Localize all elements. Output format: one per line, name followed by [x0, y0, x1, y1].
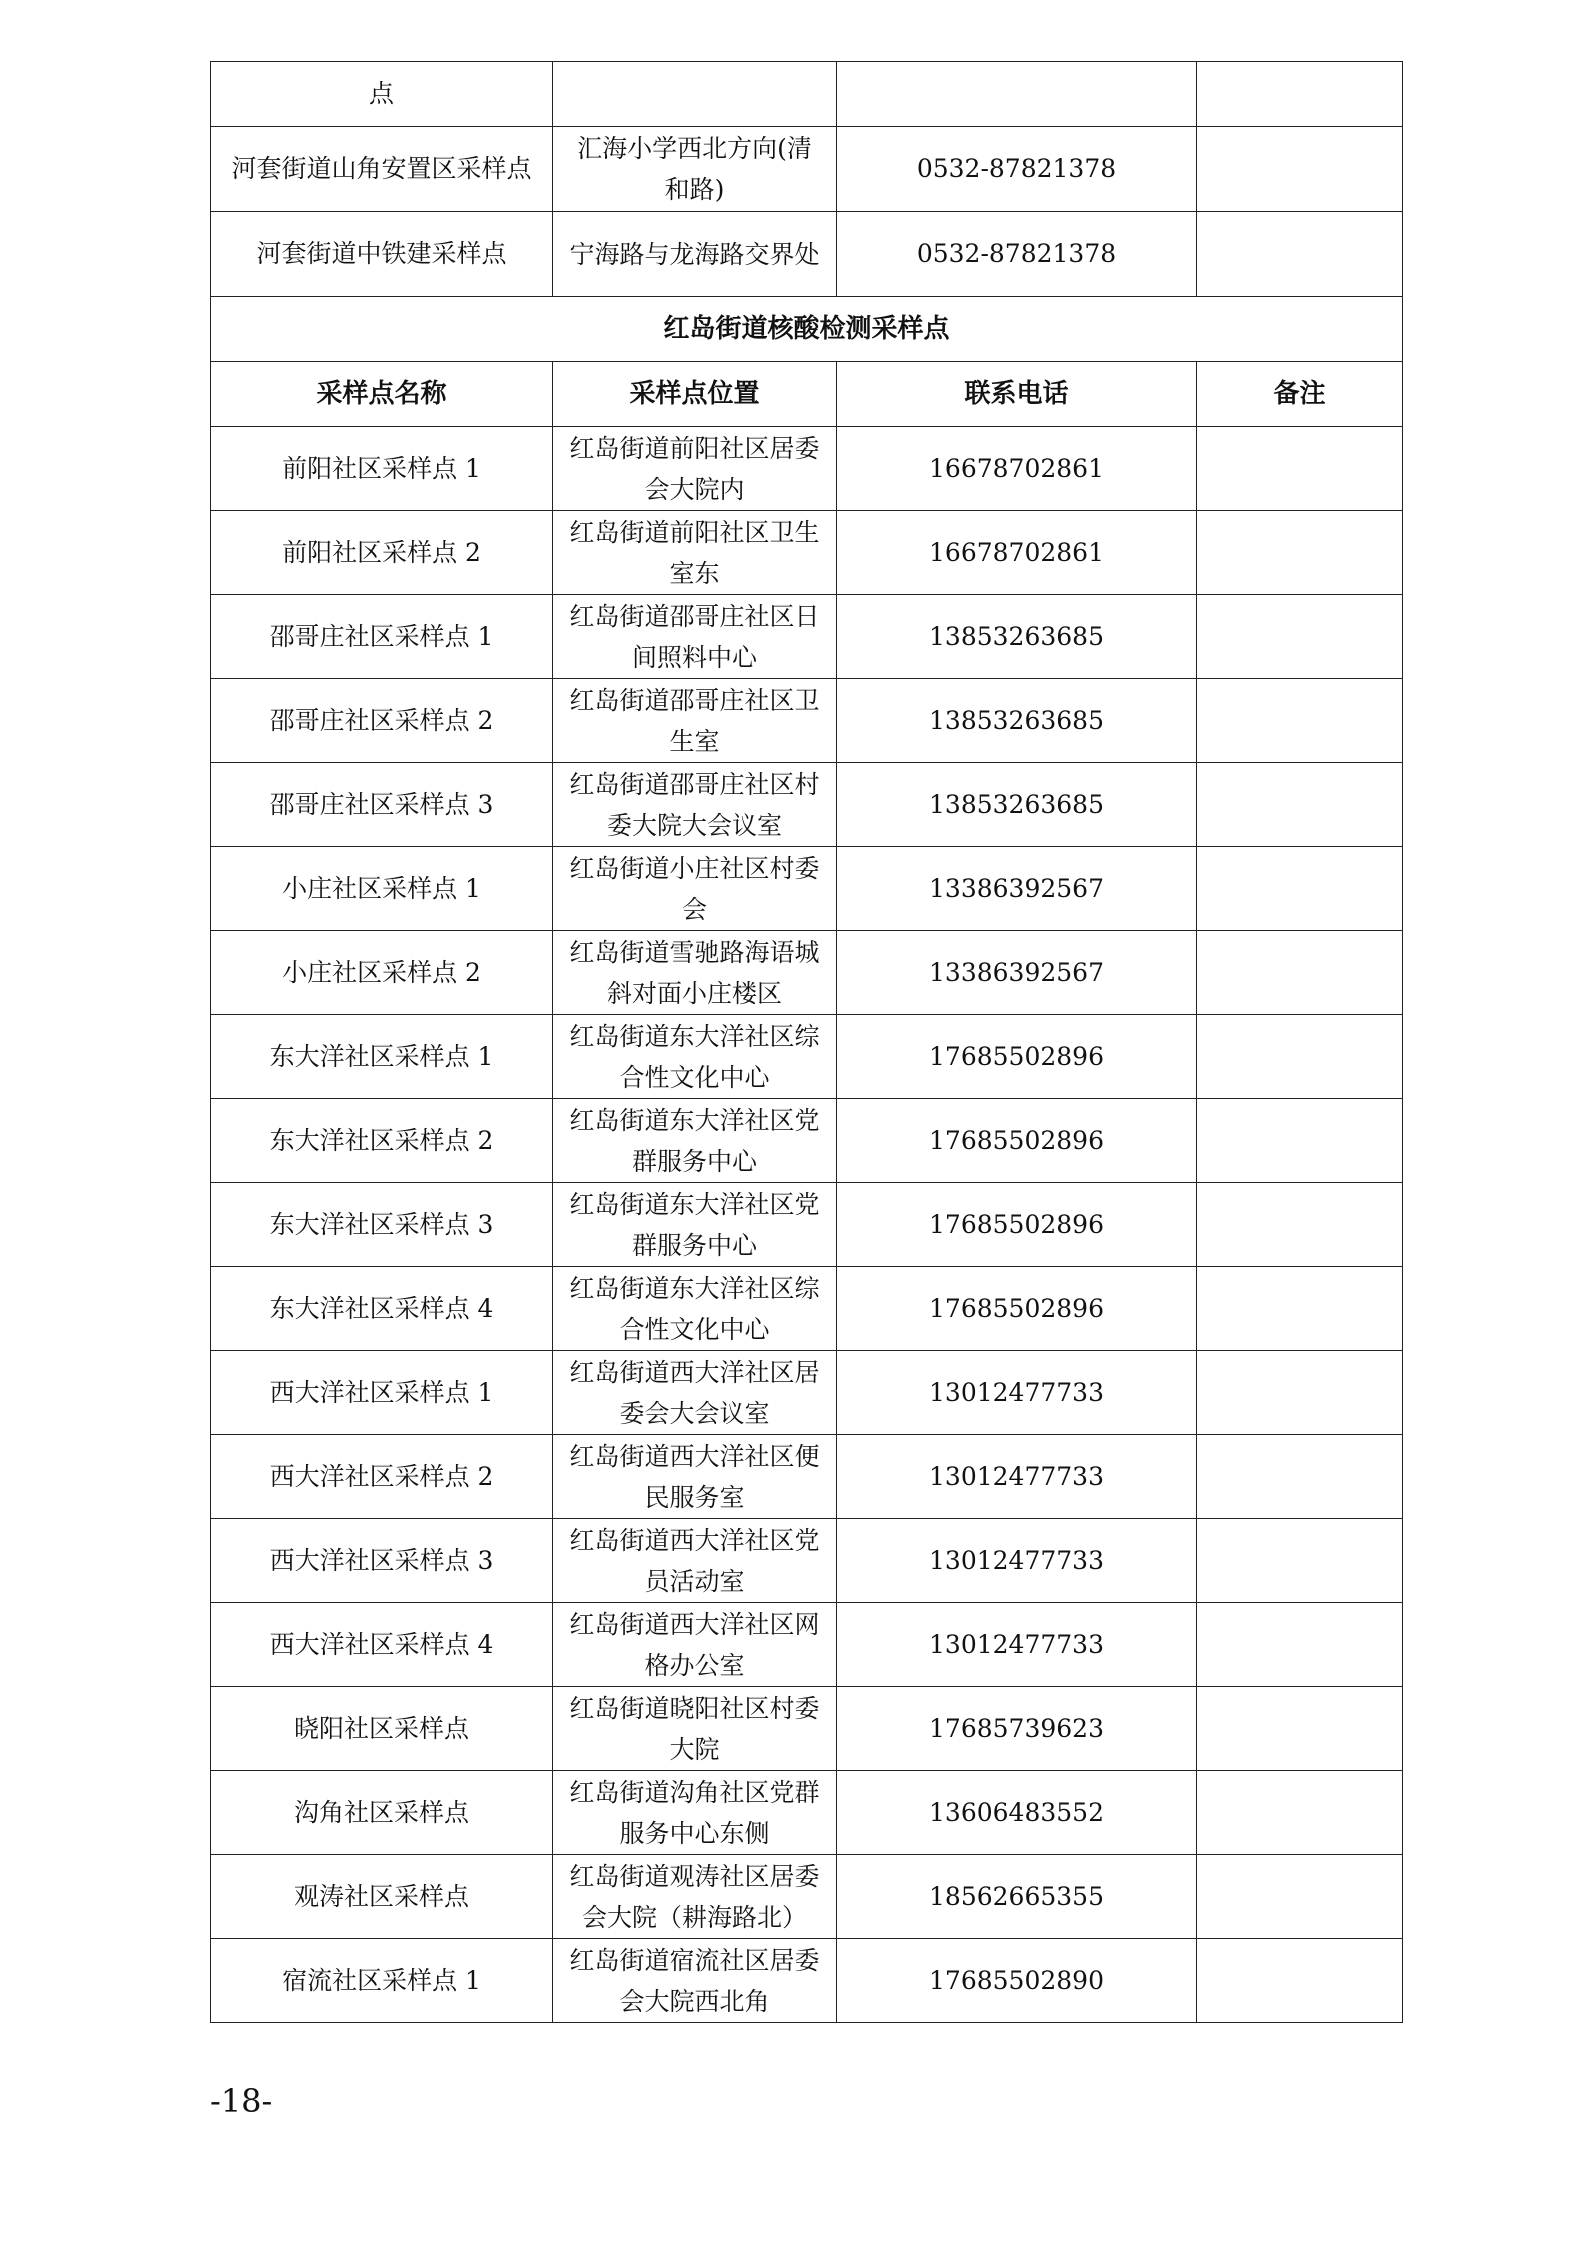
- header-row: [211, 362, 1403, 427]
- point-note-cell: [1197, 847, 1403, 931]
- sampling-points-table: [210, 61, 1403, 2023]
- point-name-cell: 西大洋社区采样点 2: [211, 1435, 553, 1519]
- table-row: [211, 1855, 1403, 1939]
- point-name-cell: 晓阳社区采样点: [211, 1687, 553, 1771]
- table-row: [211, 127, 1403, 212]
- table-row: [211, 1687, 1403, 1771]
- point-location-cell: 红岛街道东大洋社区综合性文化中心: [553, 1015, 837, 1099]
- point-location-cell: 红岛街道前阳社区卫生室东: [553, 511, 837, 595]
- point-location-cell: 红岛街道邵哥庄社区日间照料中心: [553, 595, 837, 679]
- point-phone-cell: 17685739623: [837, 1687, 1197, 1771]
- point-note-cell: [1197, 1351, 1403, 1435]
- table-row: [211, 1939, 1403, 2023]
- point-location-cell: 红岛街道东大洋社区党群服务中心: [553, 1099, 837, 1183]
- table-row: [211, 1015, 1403, 1099]
- header-location: 采样点位置: [553, 362, 837, 427]
- point-note-cell: [1197, 1855, 1403, 1939]
- table-row: [211, 1099, 1403, 1183]
- point-name-cell: 宿流社区采样点 1: [211, 1939, 553, 2023]
- table-row: [211, 212, 1403, 297]
- point-phone-cell: 0532-87821378: [837, 212, 1197, 297]
- point-phone-cell: 13012477733: [837, 1351, 1197, 1435]
- section-title-row: [211, 297, 1403, 362]
- point-phone-cell: 0532-87821378: [837, 127, 1197, 212]
- point-location-cell: 红岛街道西大洋社区居委会大会议室: [553, 1351, 837, 1435]
- table-row: [211, 62, 1403, 127]
- table-row: [211, 1603, 1403, 1687]
- point-name-cell: 邵哥庄社区采样点 1: [211, 595, 553, 679]
- table-row: [211, 1267, 1403, 1351]
- point-phone-cell: 13012477733: [837, 1435, 1197, 1519]
- header-note: 备注: [1197, 362, 1403, 427]
- table-row: [211, 847, 1403, 931]
- point-location-cell: 红岛街道前阳社区居委会大院内: [553, 427, 837, 511]
- point-phone-cell: 13606483552: [837, 1771, 1197, 1855]
- point-location-cell: 红岛街道沟角社区党群服务中心东侧: [553, 1771, 837, 1855]
- point-phone-cell: 17685502896: [837, 1183, 1197, 1267]
- point-name-cell: 东大洋社区采样点 2: [211, 1099, 553, 1183]
- point-phone-cell: 17685502896: [837, 1015, 1197, 1099]
- point-note-cell: [1197, 1183, 1403, 1267]
- point-location-cell: 红岛街道小庄社区村委会: [553, 847, 837, 931]
- point-note-cell: [1197, 1771, 1403, 1855]
- point-phone-cell: 13386392567: [837, 931, 1197, 1015]
- point-name-cell: 东大洋社区采样点 3: [211, 1183, 553, 1267]
- point-note-cell: [1197, 511, 1403, 595]
- point-location-cell: 红岛街道西大洋社区便民服务室: [553, 1435, 837, 1519]
- point-location-cell: 红岛街道邵哥庄社区村委大院大会议室: [553, 763, 837, 847]
- point-note-cell: [1197, 1267, 1403, 1351]
- table-row: [211, 1435, 1403, 1519]
- point-note-cell: [1197, 1435, 1403, 1519]
- point-phone-cell: 16678702861: [837, 427, 1197, 511]
- table-row: [211, 1351, 1403, 1435]
- point-name-cell: 沟角社区采样点: [211, 1771, 553, 1855]
- table-row: [211, 1183, 1403, 1267]
- point-location-cell: [553, 62, 837, 127]
- table-row: [211, 511, 1403, 595]
- point-note-cell: [1197, 931, 1403, 1015]
- point-name-cell: 河套街道山角安置区采样点: [211, 127, 553, 212]
- point-phone-cell: 17685502890: [837, 1939, 1197, 2023]
- table-row: [211, 763, 1403, 847]
- point-location-cell: 红岛街道东大洋社区党群服务中心: [553, 1183, 837, 1267]
- point-note-cell: [1197, 1603, 1403, 1687]
- point-name-cell: 前阳社区采样点 1: [211, 427, 553, 511]
- point-phone-cell: 13853263685: [837, 595, 1197, 679]
- point-location-cell: 红岛街道东大洋社区综合性文化中心: [553, 1267, 837, 1351]
- point-phone-cell: 17685502896: [837, 1099, 1197, 1183]
- point-name-cell: 东大洋社区采样点 4: [211, 1267, 553, 1351]
- point-note-cell: [1197, 1099, 1403, 1183]
- point-name-cell: 小庄社区采样点 1: [211, 847, 553, 931]
- point-note-cell: [1197, 127, 1403, 212]
- point-name-cell: 河套街道中铁建采样点: [211, 212, 553, 297]
- point-location-cell: 红岛街道雪驰路海语城斜对面小庄楼区: [553, 931, 837, 1015]
- section-title: 红岛街道核酸检测采样点: [211, 297, 1403, 362]
- point-name-cell: 邵哥庄社区采样点 3: [211, 763, 553, 847]
- point-phone-cell: [837, 62, 1197, 127]
- point-note-cell: [1197, 1015, 1403, 1099]
- header-name: 采样点名称: [211, 362, 553, 427]
- point-name-cell: 邵哥庄社区采样点 2: [211, 679, 553, 763]
- point-location-cell: 红岛街道西大洋社区网格办公室: [553, 1603, 837, 1687]
- point-name-cell: 西大洋社区采样点 3: [211, 1519, 553, 1603]
- point-note-cell: [1197, 1939, 1403, 2023]
- table-row: [211, 595, 1403, 679]
- point-note-cell: [1197, 1519, 1403, 1603]
- point-note-cell: [1197, 763, 1403, 847]
- table-row: [211, 679, 1403, 763]
- table-row: [211, 931, 1403, 1015]
- point-note-cell: [1197, 595, 1403, 679]
- point-phone-cell: 13012477733: [837, 1603, 1197, 1687]
- table-row: [211, 1519, 1403, 1603]
- point-location-cell: 红岛街道观涛社区居委会大院（耕海路北）: [553, 1855, 837, 1939]
- point-location-cell: 红岛街道西大洋社区党员活动室: [553, 1519, 837, 1603]
- point-location-cell: 红岛街道宿流社区居委会大院西北角: [553, 1939, 837, 2023]
- table-row: [211, 427, 1403, 511]
- point-phone-cell: 13386392567: [837, 847, 1197, 931]
- point-phone-cell: 17685502896: [837, 1267, 1197, 1351]
- point-note-cell: [1197, 679, 1403, 763]
- point-name-cell: 西大洋社区采样点 4: [211, 1603, 553, 1687]
- point-name-cell: 西大洋社区采样点 1: [211, 1351, 553, 1435]
- point-phone-cell: 18562665355: [837, 1855, 1197, 1939]
- point-name-cell: 观涛社区采样点: [211, 1855, 553, 1939]
- point-name-cell: 前阳社区采样点 2: [211, 511, 553, 595]
- point-location-cell: 红岛街道邵哥庄社区卫生室: [553, 679, 837, 763]
- point-note-cell: [1197, 1687, 1403, 1771]
- point-location-cell: 汇海小学西北方向(清和路): [553, 127, 837, 212]
- point-location-cell: 红岛街道晓阳社区村委大院: [553, 1687, 837, 1771]
- point-note-cell: [1197, 427, 1403, 511]
- point-note-cell: [1197, 62, 1403, 127]
- header-phone: 联系电话: [837, 362, 1197, 427]
- point-phone-cell: 13853263685: [837, 679, 1197, 763]
- point-name-cell: 小庄社区采样点 2: [211, 931, 553, 1015]
- point-name-cell: 东大洋社区采样点 1: [211, 1015, 553, 1099]
- point-phone-cell: 13853263685: [837, 763, 1197, 847]
- point-phone-cell: 16678702861: [837, 511, 1197, 595]
- point-note-cell: [1197, 212, 1403, 297]
- page-number: -18-: [210, 2082, 273, 2120]
- point-location-cell: 宁海路与龙海路交界处: [553, 212, 837, 297]
- table-row: [211, 1771, 1403, 1855]
- point-name-cell: 点: [211, 62, 553, 127]
- point-phone-cell: 13012477733: [837, 1519, 1197, 1603]
